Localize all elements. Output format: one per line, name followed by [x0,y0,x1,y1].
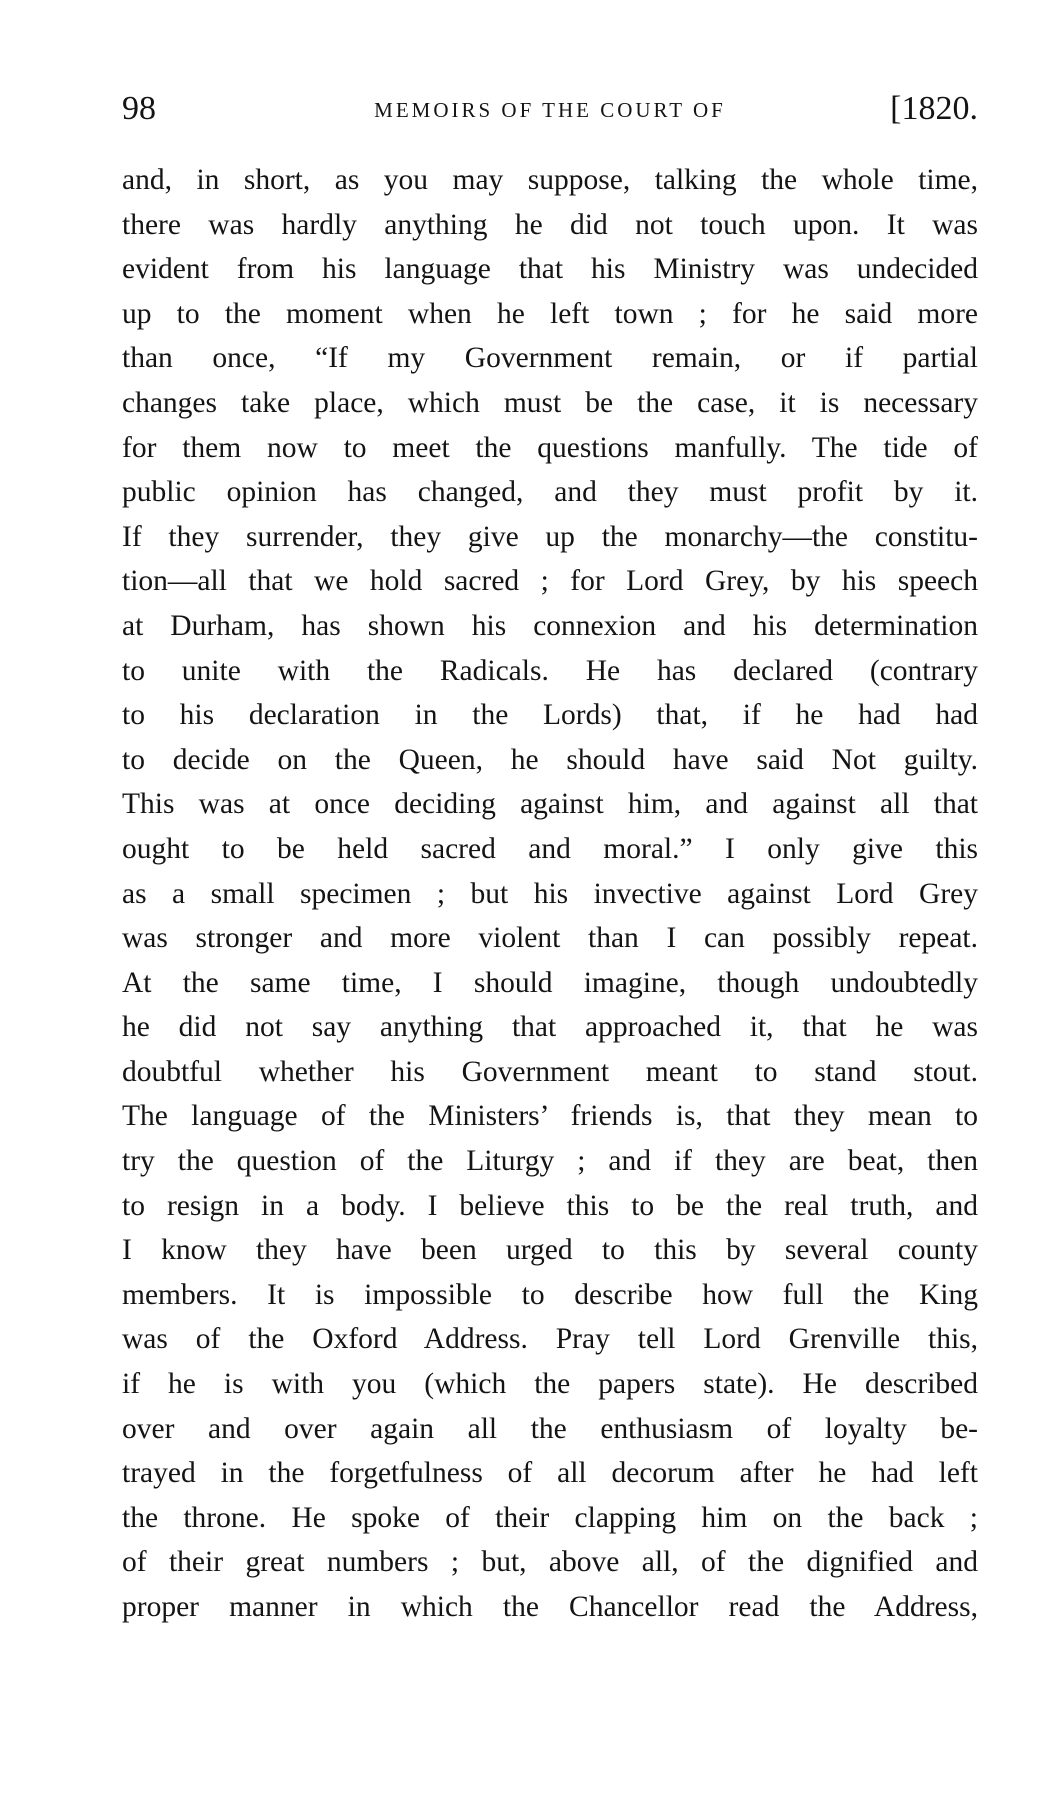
text-line: to unite with the Radicals. He has declared (contrary [122,654,978,687]
text-line: to resign in a body. I believe this to be the real truth, and [122,1189,978,1222]
text-line: public opinion has changed, and they must profit by it. [122,476,978,509]
text-line: for them now to meet the questions manfully. The tide of [122,431,978,464]
text-line: of their great numbers ; but, above all, of the dignified and [122,1546,978,1579]
text-line: proper manner in which the Chancellor read the Address, [122,1591,978,1623]
text-line: This was at once deciding against him, and against all that [122,788,978,821]
text-line: doubtful whether his Government meant to stand stout. [122,1055,978,1088]
text-line: than once, “If my Government remain, or if partial [122,342,978,375]
text-line: over and over again all the enthusiasm of loyalty be- [122,1412,978,1445]
text-line: was stronger and more violent than I can possibly repeat. [122,922,978,955]
text-line: The language of the Ministers’ friends is, that they mean to [122,1100,978,1133]
text-line: as a small specimen ; but his invective against Lord Grey [122,877,978,910]
text-line: try the question of the Liturgy ; and if they are beat, then [122,1145,978,1178]
text-line: if he is with you (which the papers state). He described [122,1368,978,1401]
text-line: and, in short, as you may suppose, talking the whole time, [122,164,978,196]
page-header [122,86,978,132]
text-line: evident from his language that his Ministry was undecided [122,253,978,286]
text-line: I know they have been urged to this by several county [122,1234,978,1267]
text-line: tion—all that we hold sacred ; for Lord Grey, by his speech [122,565,978,598]
text-line: ought to be held sacred and moral.” I only give this [122,832,978,865]
text-line: trayed in the forgetfulness of all decorum after he had left [122,1457,978,1490]
text-line: the throne. He spoke of their clapping him on the back ; [122,1501,978,1534]
text-line: At the same time, I should imagine, though undoubtedly [122,966,978,999]
page-year: [1820. [890,90,978,127]
text-line: there was hardly anything he did not touch upon. It was [122,208,978,241]
text-line: changes take place, which must be the case, it is necessary [122,386,978,419]
text-line: If they surrender, they give up the monarchy—the constitu- [122,520,978,553]
body-text [122,158,978,1630]
text-line: to his declaration in the Lords) that, if he had had [122,699,978,732]
page-number: 98 [122,90,156,127]
text-line: to decide on the Queen, he should have said Not guilty. [122,743,978,776]
text-line: was of the Oxford Address. Pray tell Lord Grenville this, [122,1323,978,1356]
text-line: at Durham, has shown his connexion and his determination [122,609,978,642]
running-title: MEMOIRS OF THE COURT OF [374,98,726,122]
text-line: members. It is impossible to describe how full the King [122,1278,978,1311]
text-line: up to the moment when he left town ; for he said more [122,297,978,330]
text-line: he did not say anything that approached it, that he was [122,1011,978,1044]
